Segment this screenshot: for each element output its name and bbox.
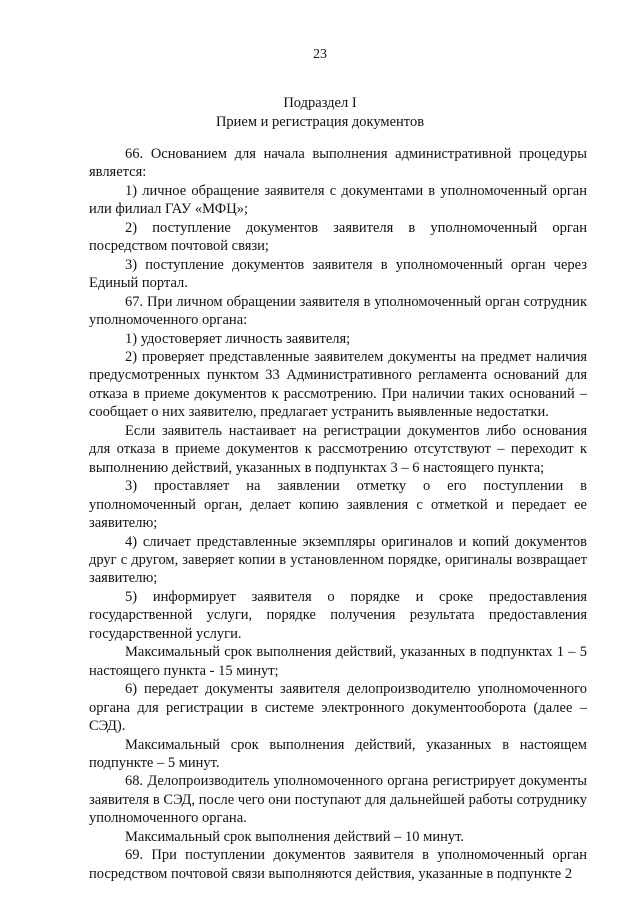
paragraph: 2) поступление документов заявителя в уполномоченный орган посредством почтовой связи; — [89, 219, 587, 255]
paragraph: 69. При поступлении документов заявителя в уполномоченный орган посредством почтовой связи выполняются действия, указанные в подпункте 2 — [89, 847, 587, 882]
document-body — [89, 145, 587, 883]
paragraph: 3) поступление документов заявителя в уполномоченный орган через Единый портал. — [89, 256, 587, 292]
paragraph: Если заявитель настаивает на регистрации документов либо основания для отказа в приеме документов к рассмотрению отсутствуют – переходит к выполнению действий, указанных в подпунктах 3 – 6 настоящего пункта; — [89, 422, 587, 476]
page-number: 23 — [313, 47, 327, 62]
section-heading-title: Прием и регистрация документов — [215, 114, 425, 130]
paragraph: 4) сличает представленные экземпляры оригиналов и копий документов друг с другом, заверяет копии в установленном порядке, оригиналы возвращает заявителю; — [89, 533, 587, 587]
paragraph: 67. При личном обращении заявителя в уполномоченный орган сотрудник уполномоченного органа: — [89, 293, 587, 329]
paragraph: 66. Основанием для начала выполнения административной процедуры является: — [89, 146, 587, 181]
paragraph: Максимальный срок выполнения действий – 10 минут. — [125, 828, 464, 845]
paragraph: Максимальный срок выполнения действий, указанных в настоящем подпункте – 5 минут. — [89, 736, 587, 771]
paragraph: 2) проверяет представленные заявителем документы на предмет наличия предусмотренных пунктом 33 Административного регламента оснований для отказа в приеме документов к рассмотрению. При наличии таких оснований – сообщает о них заявителю, предлагает устранить выявленные недостатки. — [89, 348, 587, 421]
paragraph: 6) передает документы заявителя делопроизводителю уполномоченного органа для регистрации в системе электронного документооборота (далее – СЭД). — [89, 681, 587, 735]
paragraph: 68. Делопроизводитель уполномоченного органа регистрирует документы заявителя в СЭД, после чего они поступают для дальнейшей работы сотруднику уполномоченного органа. — [89, 773, 587, 827]
paragraph: 5) информирует заявителя о порядке и сроке предоставления государственной услуги, порядке получения результата предоставления государственной услуги. — [89, 588, 587, 642]
paragraph: 1) удостоверяет личность заявителя; — [125, 330, 351, 347]
paragraph: 1) личное обращение заявителя с документами в уполномоченный орган или филиал ГАУ «МФЦ»; — [89, 182, 587, 218]
paragraph: Максимальный срок выполнения действий, указанных в подпунктах 1 – 5 настоящего пункта - 15 минут; — [89, 644, 587, 679]
section-heading-subsection: Подраздел I — [283, 95, 357, 111]
paragraph: 3) проставляет на заявлении отметку о его поступлении в уполномоченный орган, делает копию заявления с отметкой и передает ее заявителю; — [89, 478, 587, 532]
section-heading — [0, 94, 640, 132]
